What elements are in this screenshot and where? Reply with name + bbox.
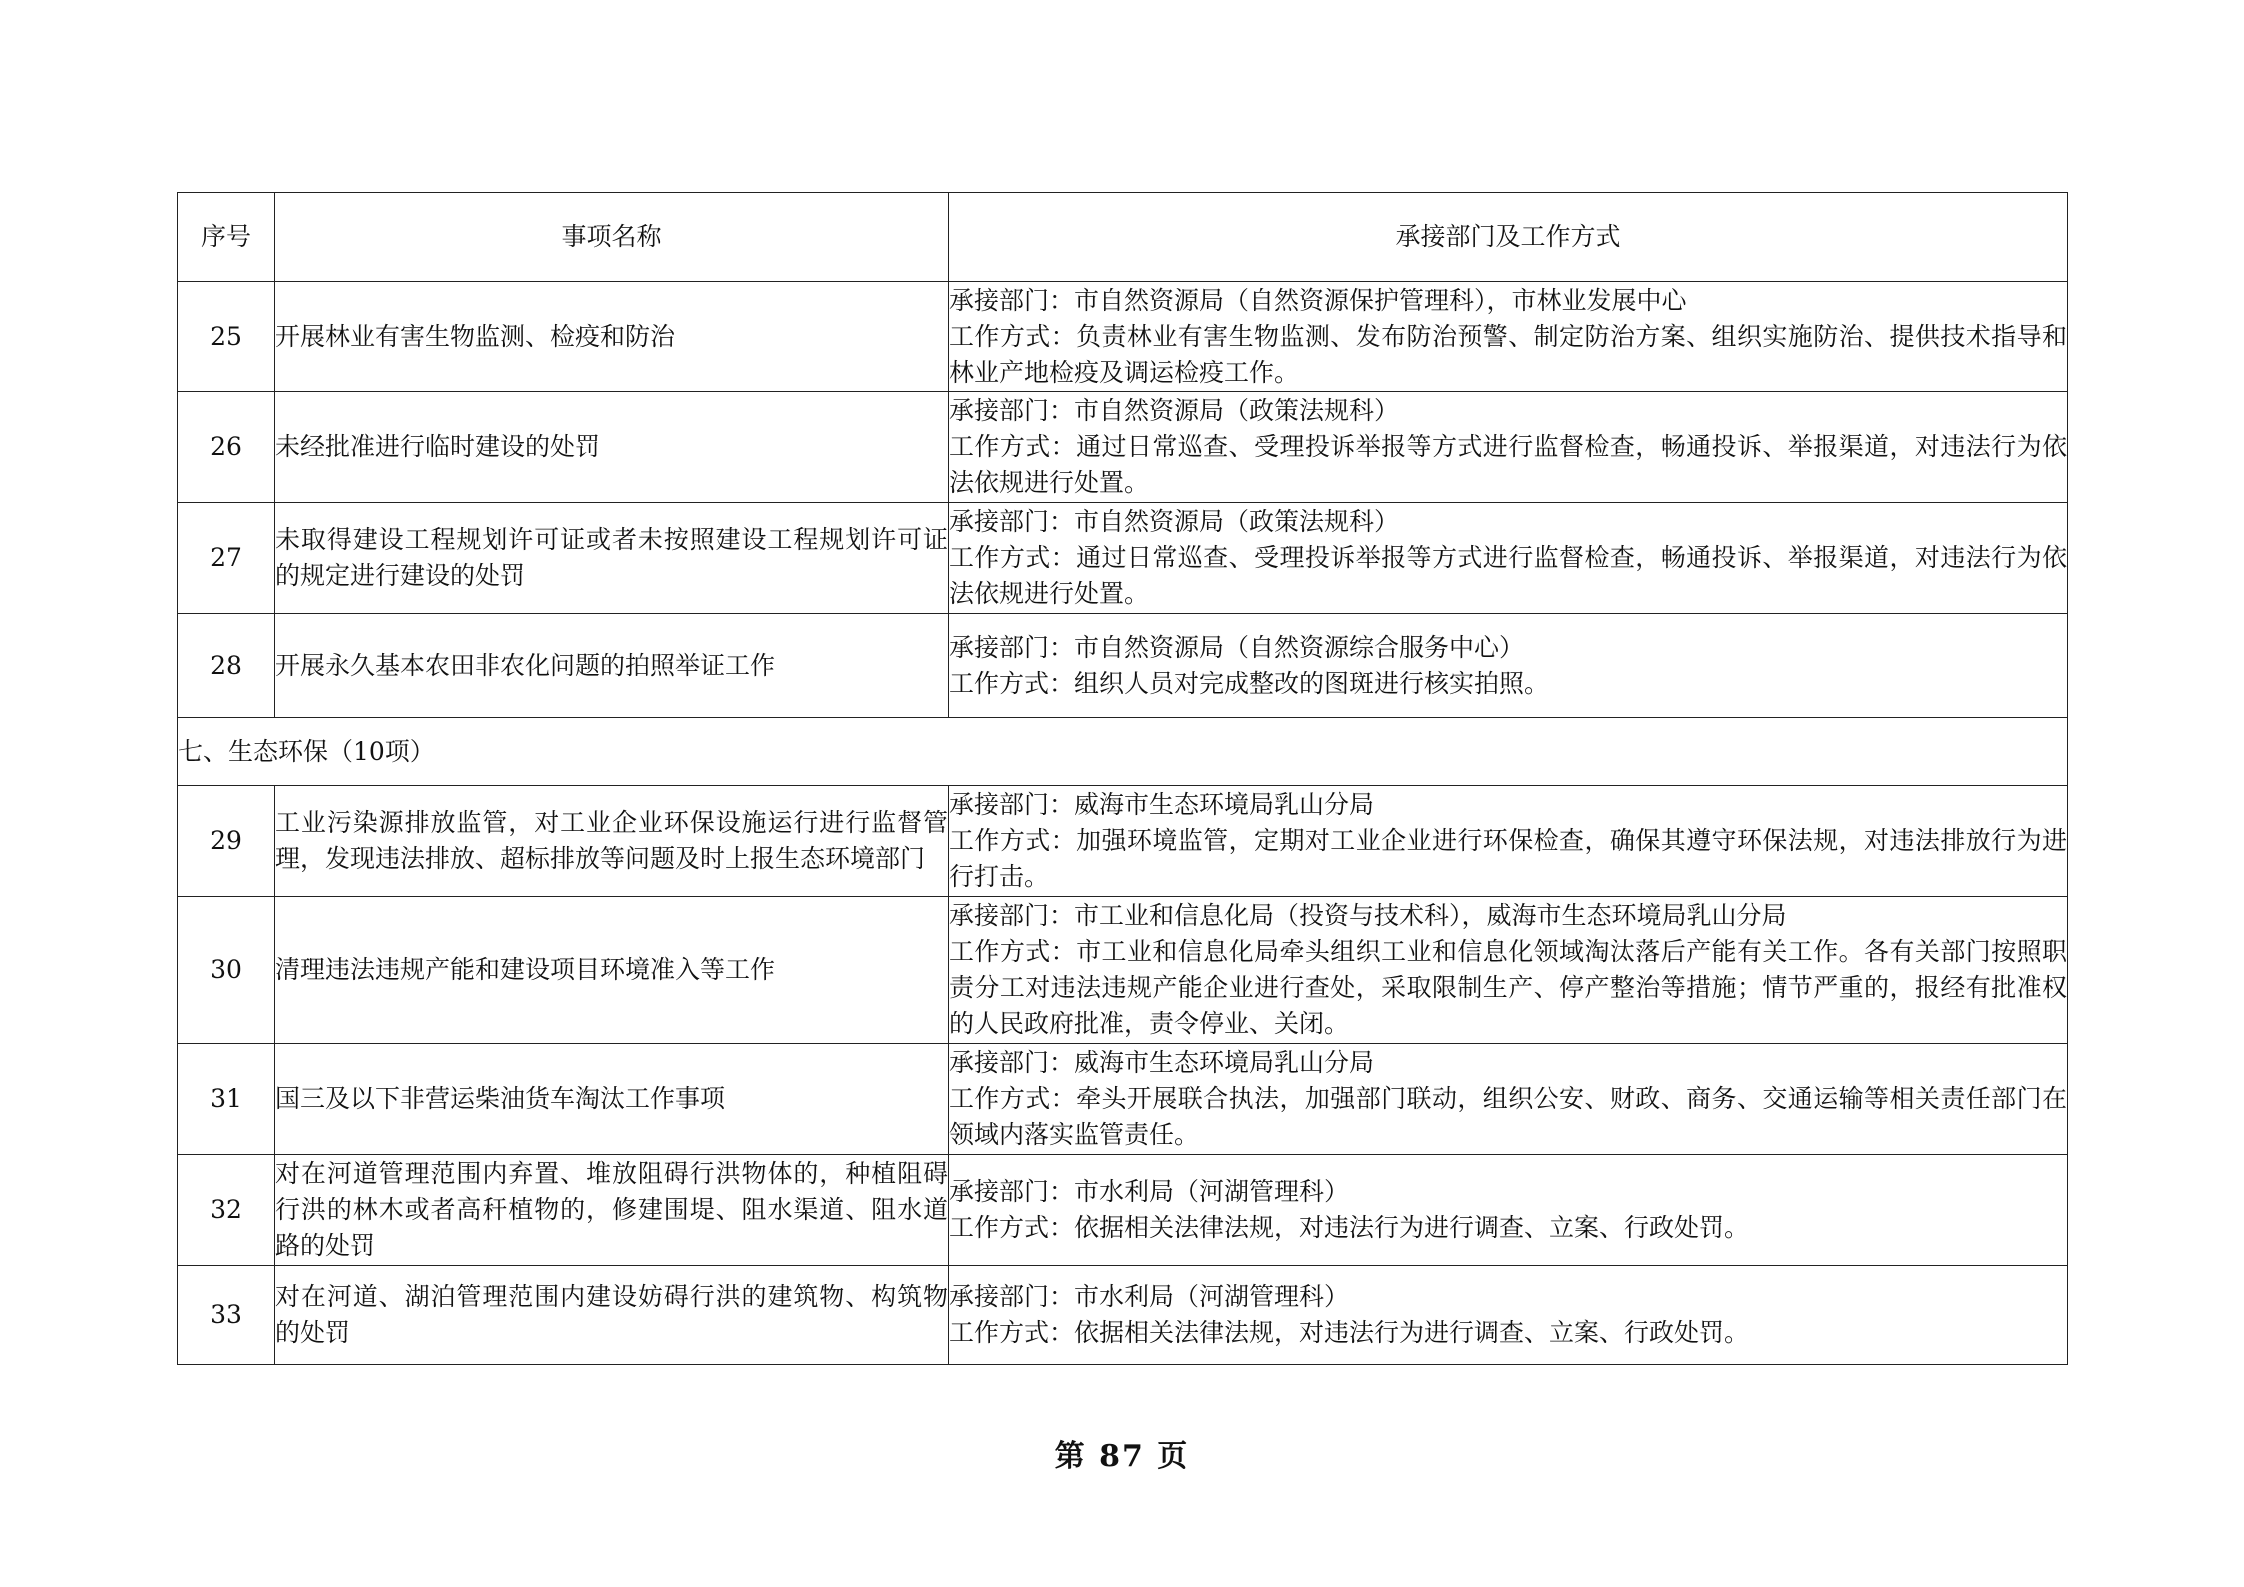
department-text: 承接部门：市自然资源局（自然资源综合服务中心） xyxy=(949,632,1525,662)
table-row xyxy=(178,786,2068,897)
row-number: 29 xyxy=(178,786,275,897)
row-item-name: 工业污染源排放监管，对工业企业环保设施运行进行监督管理，发现违法排放、超标排放等问题及时上报生态环境部门 xyxy=(275,786,949,897)
row-department-method xyxy=(949,786,2068,897)
section-row xyxy=(178,718,2068,786)
row-number: 32 xyxy=(178,1155,275,1266)
page-number: 第 87 页 xyxy=(1054,1439,1190,1474)
work-method-text: 工作方式：依据相关法律法规，对违法行为进行调查、立案、行政处罚。 xyxy=(949,1318,1750,1347)
row-item-name: 开展永久基本农田非农化问题的拍照举证工作 xyxy=(275,614,949,718)
department-text: 承接部门：威海市生态环境局乳山分局 xyxy=(949,790,1375,819)
row-item-name: 未经批准进行临时建设的处罚 xyxy=(275,392,949,503)
work-method-text: 工作方式：负责林业有害生物监测、发布防治预警、制定防治方案、组织实施防治、提供技术指导和林业产地检疫及调运检疫工作。 xyxy=(949,321,2067,387)
header-department-method: 承接部门及工作方式 xyxy=(949,193,2068,282)
table-row xyxy=(178,1155,2068,1266)
table-row xyxy=(178,392,2068,503)
row-department-method xyxy=(949,897,2068,1044)
department-text: 承接部门：市自然资源局（政策法规科） xyxy=(949,396,1400,425)
table-row xyxy=(178,897,2068,1044)
department-text: 承接部门：威海市生态环境局乳山分局 xyxy=(949,1048,1375,1077)
work-method-text: 工作方式：牵头开展联合执法，加强部门联动，组织公安、财政、商务、交通运输等相关责任部门在领域内落实监管责任。 xyxy=(949,1084,2067,1149)
work-method-text: 工作方式：依据相关法律法规，对违法行为进行调查、立案、行政处罚。 xyxy=(949,1213,1750,1242)
section-heading: 七、生态环保（10项） xyxy=(178,718,2068,786)
row-number: 28 xyxy=(178,614,275,718)
row-number: 27 xyxy=(178,503,275,614)
items-table xyxy=(177,192,2068,1365)
row-item-name: 对在河道、湖泊管理范围内建设妨碍行洪的建筑物、构筑物的处罚 xyxy=(275,1266,949,1365)
table-row xyxy=(178,614,2068,718)
work-method-text: 工作方式：市工业和信息化局牵头组织工业和信息化领域淘汰落后产能有关工作。各有关部门按照职责分工对违法违规产能企业进行查处，采取限制生产、停产整治等措施；情节严重的，报经有批准权的人民政府批准，责令停业、关闭。 xyxy=(949,937,2067,1038)
work-method-text: 工作方式：通过日常巡查、受理投诉举报等方式进行监督检查，畅通投诉、举报渠道，对违法行为依法依规进行处置。 xyxy=(949,432,2067,497)
header-item-name: 事项名称 xyxy=(275,193,949,282)
work-method-text: 工作方式：加强环境监管，定期对工业企业进行环保检查，确保其遵守环保法规，对违法排放行为进行打击。 xyxy=(949,826,2067,891)
row-department-method xyxy=(949,392,2068,503)
table-row xyxy=(178,282,2068,392)
row-item-name: 对在河道管理范围内弃置、堆放阻碍行洪物体的，种植阻碍行洪的林木或者高秆植物的，修建围堤、阻水渠道、阻水道路的处罚 xyxy=(275,1155,949,1266)
work-method-text: 工作方式：通过日常巡查、受理投诉举报等方式进行监督检查，畅通投诉、举报渠道，对违法行为依法依规进行处置。 xyxy=(949,543,2067,608)
row-number: 33 xyxy=(178,1266,275,1365)
row-item-name: 国三及以下非营运柴油货车淘汰工作事项 xyxy=(275,1044,949,1155)
row-department-method xyxy=(949,282,2068,392)
row-department-method xyxy=(949,503,2068,614)
table-row xyxy=(178,1266,2068,1365)
table-row xyxy=(178,1044,2068,1155)
header-number: 序号 xyxy=(178,193,275,282)
row-item-name: 未取得建设工程规划许可证或者未按照建设工程规划许可证的规定进行建设的处罚 xyxy=(275,503,949,614)
table-row xyxy=(178,503,2068,614)
work-method-text: 工作方式：组织人员对完成整改的图斑进行核实拍照。 xyxy=(949,668,1550,698)
table-header-row xyxy=(178,193,2068,282)
department-text: 承接部门：市水利局（河湖管理科） xyxy=(949,1282,1350,1311)
row-number: 31 xyxy=(178,1044,275,1155)
row-number: 26 xyxy=(178,392,275,503)
department-text: 承接部门：市自然资源局（自然资源保护管理科），市林业发展中心 xyxy=(949,285,1687,315)
row-department-method xyxy=(949,1266,2068,1365)
row-item-name: 开展林业有害生物监测、检疫和防治 xyxy=(275,282,949,392)
row-number: 30 xyxy=(178,897,275,1044)
row-department-method xyxy=(949,614,2068,718)
row-number: 25 xyxy=(178,282,275,392)
department-text: 承接部门：市工业和信息化局（投资与技术科），威海市生态环境局乳山分局 xyxy=(949,901,1787,930)
row-item-name: 清理违法违规产能和建设项目环境准入等工作 xyxy=(275,897,949,1044)
row-department-method xyxy=(949,1044,2068,1155)
department-text: 承接部门：市水利局（河湖管理科） xyxy=(949,1177,1350,1206)
department-text: 承接部门：市自然资源局（政策法规科） xyxy=(949,507,1400,536)
row-department-method xyxy=(949,1155,2068,1266)
